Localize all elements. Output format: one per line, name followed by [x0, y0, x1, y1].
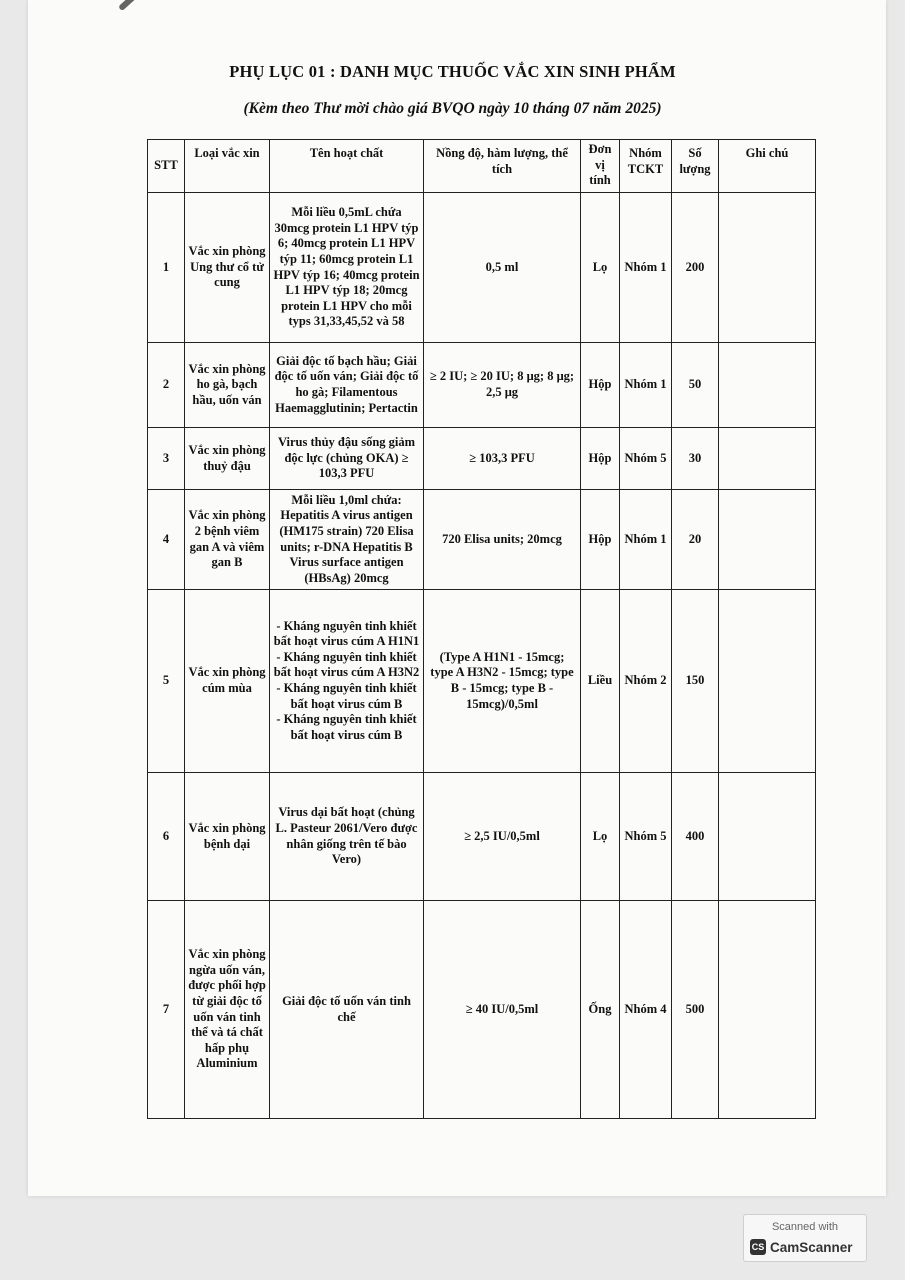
- cell-so-luong: 150: [672, 590, 719, 773]
- cell-nhom: Nhóm 5: [620, 773, 672, 901]
- cell-loai: Vắc xin phòng ngừa uốn ván, được phối hợp từ giải độc tố uốn ván tinh thể và tá chất hấp phụ Aluminium: [185, 901, 270, 1119]
- cell-don-vi: Hộp: [581, 490, 620, 590]
- header-stt: STT: [148, 140, 185, 193]
- cell-nong-do: ≥ 103,3 PFU: [424, 428, 581, 490]
- document-title: PHỤ LỤC 01 : DANH MỤC THUỐC VẮC XIN SINH PHẨM: [229, 62, 676, 81]
- watermark-caption: Scanned with: [771, 1221, 839, 1233]
- table-row: [148, 490, 816, 590]
- watermark-name: CamScanner: [770, 1239, 853, 1255]
- cell-hoat-chat: Giải độc tố uốn ván tinh chế: [270, 901, 424, 1119]
- cell-so-luong: 30: [672, 428, 719, 490]
- cell-loai: Vắc xin phòng thuỷ đậu: [185, 428, 270, 490]
- cell-don-vi: Lọ: [581, 193, 620, 343]
- cell-hoat-chat: Virus thủy đậu sống giảm độc lực (chủng OKA) ≥ 103,3 PFU: [270, 428, 424, 490]
- header-don-vi-tinh: Đơn vị tính: [581, 140, 620, 193]
- cell-don-vi: Ống: [581, 901, 620, 1119]
- cell-hoat-chat: Virus dại bất hoạt (chủng L. Pasteur 2061/Vero được nhân giống trên tế bào Vero): [270, 773, 424, 901]
- scan-corner-mark: [118, 0, 167, 11]
- cell-nong-do: ≥ 2,5 IU/0,5ml: [424, 773, 581, 901]
- cell-loai: Vắc xin phòng cúm mùa: [185, 590, 270, 773]
- cell-stt: 3: [148, 428, 185, 490]
- cell-so-luong: 200: [672, 193, 719, 343]
- header-nong-do: Nồng độ, hàm lượng, thể tích: [424, 140, 581, 193]
- cell-ghi-chu: [719, 428, 816, 490]
- cell-so-luong: 20: [672, 490, 719, 590]
- cell-nong-do: ≥ 2 IU; ≥ 20 IU; 8 μg; 8 μg; 2,5 μg: [424, 343, 581, 428]
- cell-nhom: Nhóm 2: [620, 590, 672, 773]
- table-row: [148, 901, 816, 1119]
- cell-so-luong: 50: [672, 343, 719, 428]
- cell-so-luong: 400: [672, 773, 719, 901]
- cell-stt: 7: [148, 901, 185, 1119]
- camscanner-logo-icon: CS: [750, 1239, 766, 1255]
- cell-nong-do: (Type A H1N1 - 15mcg; type A H3N2 - 15mcg; type B - 15mcg; type B - 15mcg)/0,5ml: [424, 590, 581, 773]
- header-loai-vac-xin: Loại vắc xin: [185, 140, 270, 193]
- cell-nhom: Nhóm 4: [620, 901, 672, 1119]
- cell-loai: Vắc xin phòng bệnh dại: [185, 773, 270, 901]
- cell-ghi-chu: [719, 343, 816, 428]
- cell-ghi-chu: [719, 901, 816, 1119]
- header-so-luong: Số lượng: [672, 140, 719, 193]
- cell-stt: 4: [148, 490, 185, 590]
- header-ghi-chu: Ghi chú: [719, 140, 816, 193]
- header-ten-hoat-chat: Tên hoạt chất: [270, 140, 424, 193]
- table-row: [148, 590, 816, 773]
- cell-loai: Vắc xin phòng ho gà, bạch hầu, uốn ván: [185, 343, 270, 428]
- cell-ghi-chu: [719, 773, 816, 901]
- cell-so-luong: 500: [672, 901, 719, 1119]
- cell-nhom: Nhóm 1: [620, 343, 672, 428]
- watermark-brand: [750, 1239, 853, 1255]
- cell-stt: 6: [148, 773, 185, 901]
- cell-ghi-chu: [719, 490, 816, 590]
- cell-nong-do: 0,5 ml: [424, 193, 581, 343]
- cell-stt: 5: [148, 590, 185, 773]
- cell-hoat-chat: - Kháng nguyên tinh khiết bất hoạt virus cúm A H1N1 - Kháng nguyên tinh khiết bất hoạt virus cúm A H3N2 - Kháng nguyên tinh khiết bất hoạt virus cúm B - Kháng nguyên tinh khiết bất hoạt virus cúm B: [270, 590, 424, 773]
- cell-stt: 2: [148, 343, 185, 428]
- cell-don-vi: Liều: [581, 590, 620, 773]
- header-nhom-tckt: Nhóm TCKT: [620, 140, 672, 193]
- cell-ghi-chu: [719, 590, 816, 773]
- table-row: [148, 193, 816, 343]
- cell-don-vi: Hộp: [581, 428, 620, 490]
- cell-don-vi: Hộp: [581, 343, 620, 428]
- cell-hoat-chat: Giải độc tố bạch hầu; Giải độc tố uốn ván; Giải độc tố ho gà; Filamentous Haemagglutinin; Pertactin: [270, 343, 424, 428]
- table-row: [148, 428, 816, 490]
- cell-don-vi: Lọ: [581, 773, 620, 901]
- document-subtitle: (Kèm theo Thư mời chào giá BVQO ngày 10 tháng 07 năm 2025): [243, 100, 662, 117]
- camscanner-watermark: [743, 1214, 867, 1262]
- cell-nong-do: ≥ 40 IU/0,5ml: [424, 901, 581, 1119]
- cell-hoat-chat: Mỗi liều 1,0ml chứa: Hepatitis A virus antigen (HM175 strain) 720 Elisa units; r-DNA Hepatitis B Virus surface antigen (HBsAg) 20mcg: [270, 490, 424, 590]
- table-row: [148, 343, 816, 428]
- table-header-row: [148, 140, 816, 193]
- cell-stt: 1: [148, 193, 185, 343]
- table-row: [148, 773, 816, 901]
- cell-nhom: Nhóm 5: [620, 428, 672, 490]
- cell-loai: Vắc xin phòng Ung thư cổ tử cung: [185, 193, 270, 343]
- cell-nhom: Nhóm 1: [620, 490, 672, 590]
- cell-nhom: Nhóm 1: [620, 193, 672, 343]
- cell-hoat-chat: Mỗi liều 0,5mL chứa 30mcg protein L1 HPV týp 6; 40mcg protein L1 HPV týp 11; 60mcg protein L1 HPV týp 16; 40mcg protein L1 HPV týp 18; 20mcg protein L1 HPV cho mỗi typs 31,33,45,52 và 58: [270, 193, 424, 343]
- cell-nong-do: 720 Elisa units; 20mcg: [424, 490, 581, 590]
- vaccine-table: [147, 139, 816, 1119]
- cell-loai: Vắc xin phòng 2 bệnh viêm gan A và viêm gan B: [185, 490, 270, 590]
- cell-ghi-chu: [719, 193, 816, 343]
